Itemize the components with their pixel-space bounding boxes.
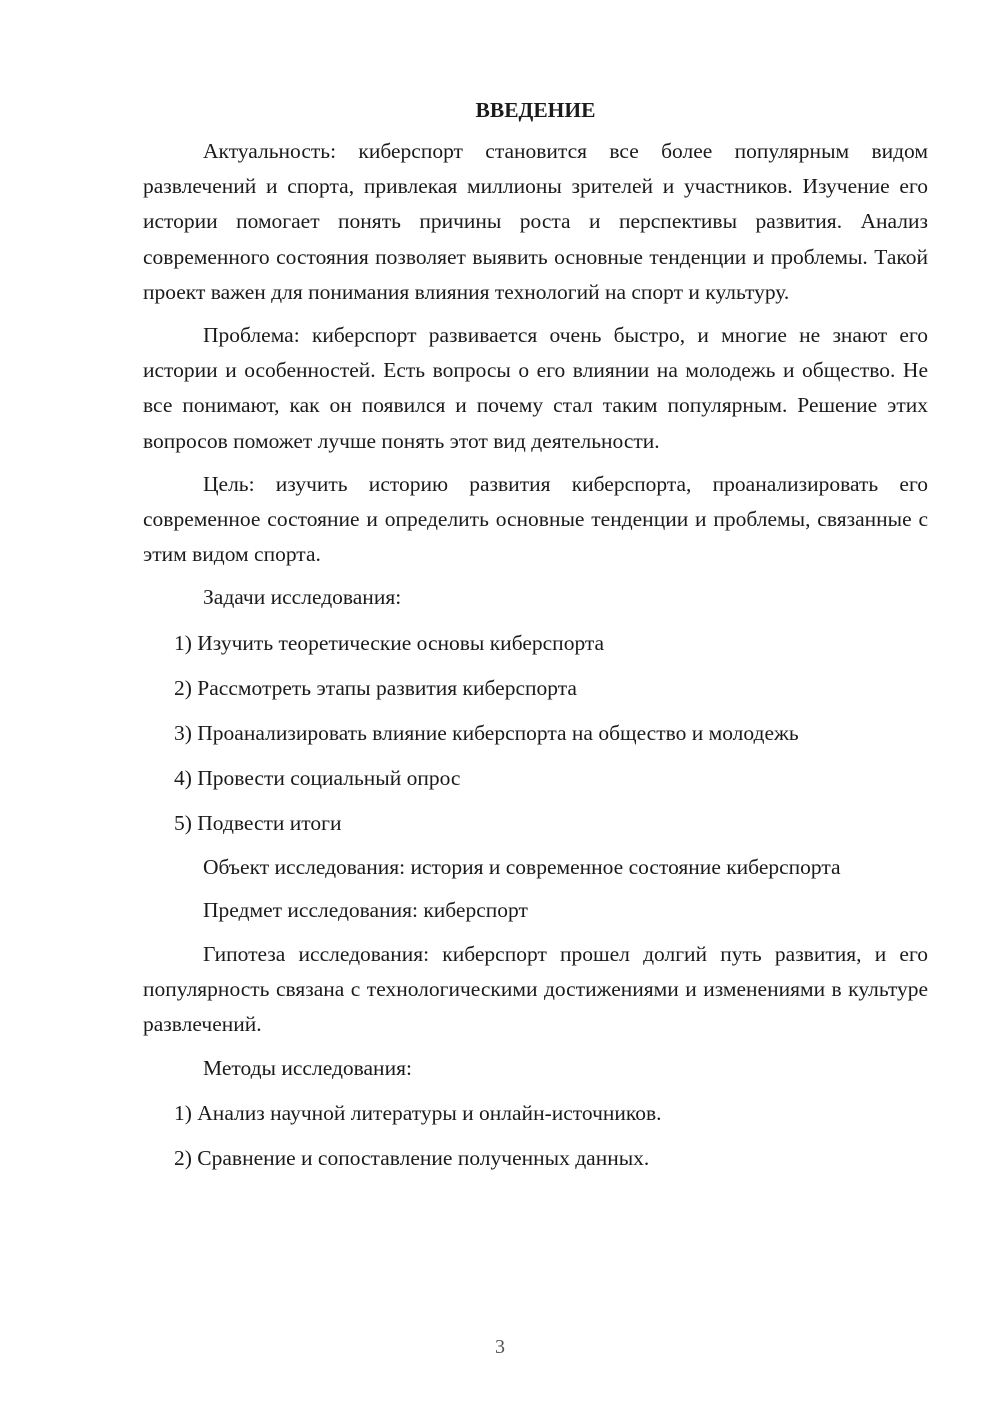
subject-paragraph: Предмет исследования: киберспорт [203, 897, 528, 922]
methods-heading: Методы исследования: [203, 1055, 412, 1080]
document-page [143, 92, 928, 1185]
hypothesis-paragraph: Гипотеза исследования: киберспорт прошел долгий путь развития, и его популярность связана с технологическими достижениями и изменениями в культуре развлечений. [143, 942, 928, 1037]
tasks-heading: Задачи исследования: [203, 585, 402, 610]
object-paragraph: Объект исследования: история и современное состояние киберспорта [203, 854, 841, 879]
method-item: 2) Сравнение и сопоставление полученных данных. [174, 1145, 650, 1170]
page-number: 3 [495, 1336, 505, 1358]
problem-paragraph: Проблема: киберспорт развивается очень быстро, и многие не знают его истории и особенностей. Есть вопросы о его влиянии на молодежь и общество. Не все понимают, как он появился и почему стал таким популярным. Решение этих вопросов поможет лучше понять этот вид деятельности. [143, 323, 928, 453]
task-item: 5) Подвести итоги [174, 810, 342, 835]
task-item: 4) Провести социальный опрос [174, 765, 461, 790]
goal-paragraph: Цель: изучить историю развития киберспорта, проанализировать его современное состояние и определить основные тенденции и проблемы, связанные с этим видом спорта. [143, 471, 928, 567]
section-title: ВВЕДЕНИЕ [475, 98, 596, 122]
task-item: 3) Проанализировать влияние киберспорта на общество и молодежь [174, 720, 799, 745]
relevance-paragraph: Актуальность: киберспорт становится все более популярным видом развлечений и спорта, привлекая миллионы зрителей и участников. Изучение его истории помогает понять причины роста и перспективы развития. Анализ современного состояния позволяет выявить основные тенденции и проблемы. Такой проект важен для понимания влияния технологий на спорт и культуру. [143, 139, 928, 304]
method-item: 1) Анализ научной литературы и онлайн-источников. [174, 1100, 662, 1125]
task-item: 1) Изучить теоретические основы киберспорта [174, 630, 605, 655]
task-item: 2) Рассмотреть этапы развития киберспорта [174, 675, 577, 700]
